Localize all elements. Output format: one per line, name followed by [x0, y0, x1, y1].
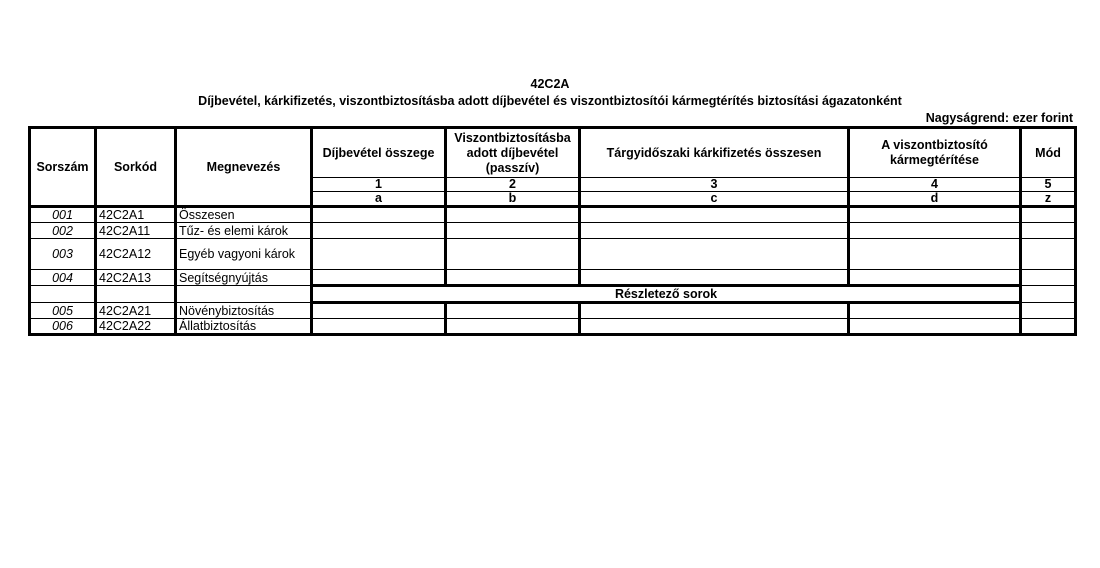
header-col-3: Tárgyidőszaki kárkifizetés összesen — [580, 128, 849, 178]
row-name: Tűz- és elemi károk — [176, 223, 312, 239]
col-letter: d — [849, 192, 1021, 207]
unit-label: Nagyságrend: ezer forint — [925, 111, 1073, 125]
data-cell[interactable] — [1021, 303, 1076, 319]
col-number: 3 — [580, 178, 849, 192]
data-cell[interactable] — [446, 223, 580, 239]
data-cell[interactable] — [312, 207, 446, 223]
data-cell[interactable] — [446, 207, 580, 223]
col-letter: c — [580, 192, 849, 207]
row-code: 42C2A22 — [96, 319, 176, 335]
data-cell[interactable] — [446, 303, 580, 319]
data-cell[interactable] — [446, 270, 580, 286]
row-serial: 004 — [30, 270, 96, 286]
header-col-2: Viszontbiztosításba adott díjbevétel (passzív) — [446, 128, 580, 178]
data-cell[interactable] — [849, 239, 1021, 270]
data-cell[interactable] — [1021, 207, 1076, 223]
row-serial: 003 — [30, 239, 96, 270]
empty-cell — [1021, 286, 1076, 303]
data-cell[interactable] — [580, 207, 849, 223]
row-serial: 005 — [30, 303, 96, 319]
data-cell[interactable] — [849, 270, 1021, 286]
data-cell[interactable] — [849, 303, 1021, 319]
col-letter: a — [312, 192, 446, 207]
data-cell[interactable] — [580, 319, 849, 335]
row-name: Segítségnyújtás — [176, 270, 312, 286]
row-serial: 001 — [30, 207, 96, 223]
form-title: Díjbevétel, kárkifizetés, viszontbiztosításba adott díjbevétel és viszontbiztosítói kármegtérítés biztosítási ágazatonként — [198, 94, 902, 108]
table-row — [30, 319, 1076, 335]
detail-heading: Részletező sorok — [312, 286, 1021, 303]
table-row — [30, 207, 1076, 223]
col-number: 5 — [1021, 178, 1076, 192]
col-number: 4 — [849, 178, 1021, 192]
data-cell[interactable] — [312, 319, 446, 335]
col-letter: b — [446, 192, 580, 207]
data-cell[interactable] — [1021, 270, 1076, 286]
header-col-5: Mód — [1021, 128, 1076, 178]
row-code: 42C2A13 — [96, 270, 176, 286]
data-cell[interactable] — [580, 303, 849, 319]
row-name: Egyéb vagyoni károk — [176, 239, 312, 270]
row-name: Állatbiztosítás — [176, 319, 312, 335]
data-cell[interactable] — [849, 207, 1021, 223]
data-cell[interactable] — [1021, 319, 1076, 335]
row-code: 42C2A12 — [96, 239, 176, 270]
detail-heading-row — [30, 286, 1076, 303]
row-code: 42C2A21 — [96, 303, 176, 319]
col-number: 1 — [312, 178, 446, 192]
table-row — [30, 303, 1076, 319]
data-cell[interactable] — [312, 270, 446, 286]
data-cell[interactable] — [446, 319, 580, 335]
data-cell[interactable] — [312, 303, 446, 319]
empty-cell — [176, 286, 312, 303]
data-cell[interactable] — [1021, 239, 1076, 270]
data-cell[interactable] — [1021, 223, 1076, 239]
empty-cell — [30, 286, 96, 303]
data-cell[interactable] — [580, 270, 849, 286]
data-cell[interactable] — [312, 239, 446, 270]
report-table — [28, 126, 1077, 336]
table-row — [30, 270, 1076, 286]
row-code: 42C2A11 — [96, 223, 176, 239]
col-letter: z — [1021, 192, 1076, 207]
row-serial: 006 — [30, 319, 96, 335]
header-name: Megnevezés — [176, 128, 312, 207]
header-col-1: Díjbevétel összege — [312, 128, 446, 178]
header-row-code: Sorkód — [96, 128, 176, 207]
data-cell[interactable] — [312, 223, 446, 239]
row-code: 42C2A1 — [96, 207, 176, 223]
data-cell[interactable] — [446, 239, 580, 270]
row-serial: 002 — [30, 223, 96, 239]
table-row — [30, 239, 1076, 270]
header-col-4: A viszontbiztosító kármegtérítése — [849, 128, 1021, 178]
row-name: Összesen — [176, 207, 312, 223]
data-cell[interactable] — [849, 319, 1021, 335]
data-cell[interactable] — [849, 223, 1021, 239]
data-cell[interactable] — [580, 239, 849, 270]
row-name: Növénybiztosítás — [176, 303, 312, 319]
data-cell[interactable] — [580, 223, 849, 239]
header-serial: Sorszám — [30, 128, 96, 207]
form-code: 42C2A — [530, 77, 570, 91]
table-row — [30, 223, 1076, 239]
empty-cell — [96, 286, 176, 303]
col-number: 2 — [446, 178, 580, 192]
